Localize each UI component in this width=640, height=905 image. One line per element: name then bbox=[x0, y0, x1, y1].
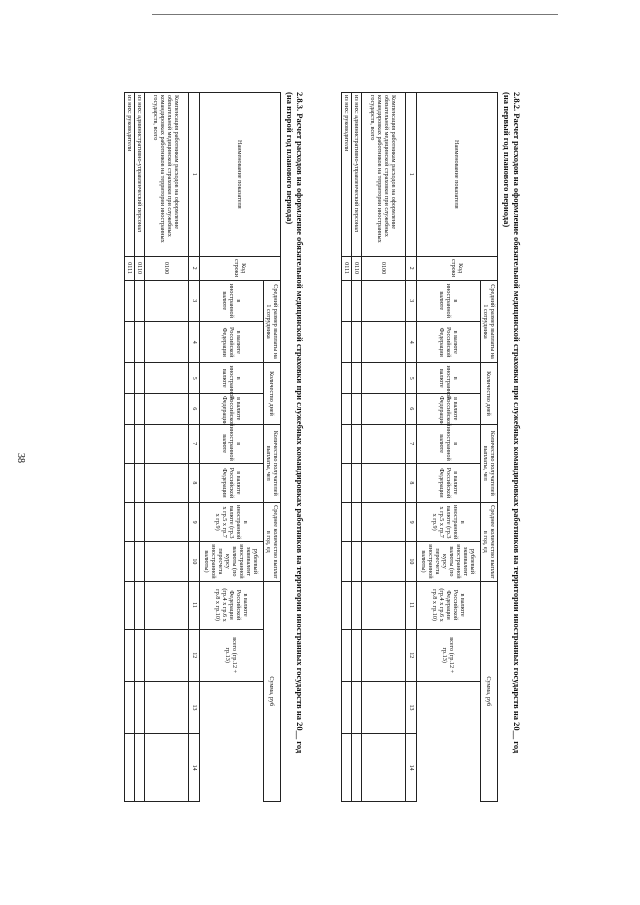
subheader-sum-foreign: в иностранной валюте (гр.3 x гр.5 x гр.7 x гр.9) bbox=[417, 503, 481, 542]
data-cell[interactable] bbox=[342, 503, 352, 542]
header-name: Наименование показателя bbox=[417, 93, 498, 257]
data-cell[interactable] bbox=[342, 393, 352, 424]
data-cell[interactable] bbox=[342, 424, 352, 463]
header-sum: Сумма, руб bbox=[264, 581, 281, 801]
data-cell[interactable] bbox=[125, 393, 135, 424]
data-cell[interactable] bbox=[135, 542, 145, 581]
data-cell[interactable] bbox=[352, 322, 362, 363]
row-name: из них: руководители bbox=[125, 93, 135, 257]
data-cell[interactable] bbox=[352, 681, 362, 733]
row-name: из них: руководители bbox=[342, 93, 352, 257]
row-code: 0110 bbox=[135, 256, 145, 280]
column-number: 10 bbox=[189, 542, 200, 581]
data-cell[interactable] bbox=[135, 393, 145, 424]
column-number: 11 bbox=[406, 581, 417, 629]
data-cell[interactable] bbox=[352, 542, 362, 581]
row-code: 0100 bbox=[145, 256, 189, 280]
data-cell[interactable] bbox=[352, 363, 362, 394]
data-cell[interactable] bbox=[135, 503, 145, 542]
data-cell[interactable] bbox=[362, 681, 406, 733]
data-cell[interactable] bbox=[145, 424, 189, 463]
subheader-foreign: в иностранной валюте bbox=[200, 280, 264, 321]
row-code: 0111 bbox=[125, 256, 135, 280]
column-number: 7 bbox=[189, 424, 200, 463]
data-cell[interactable] bbox=[135, 629, 145, 681]
subheader-total: всего (гр.12 + гр.13) bbox=[417, 629, 481, 681]
column-number: 2 bbox=[406, 256, 417, 280]
data-cell[interactable] bbox=[135, 681, 145, 733]
row-name: Компенсация работникам расходов на оформление обязательной медицинской страховки при служебных командировках работников на территории иностранных государств, всего bbox=[362, 93, 406, 257]
column-number: 12 bbox=[189, 629, 200, 681]
data-cell[interactable] bbox=[342, 734, 352, 802]
column-number: 14 bbox=[189, 734, 200, 802]
row-code: 0110 bbox=[352, 256, 362, 280]
data-cell[interactable] bbox=[135, 581, 145, 629]
data-cell[interactable] bbox=[342, 322, 352, 363]
calc-table bbox=[124, 92, 281, 802]
subheader-foreign: в иностранной валюте bbox=[417, 363, 481, 394]
section-subtitle: (на первый год планового периода) bbox=[502, 92, 512, 228]
subheader-foreign: в иностранной валюте bbox=[417, 280, 481, 321]
column-number: 1 bbox=[406, 93, 417, 257]
data-cell[interactable] bbox=[145, 734, 189, 802]
data-cell[interactable] bbox=[145, 542, 189, 581]
row-name: Компенсация работникам расходов на оформление обязательной медицинской страховки при служебных командировках работников на территории иностранных государств, всего bbox=[145, 93, 189, 257]
data-cell[interactable] bbox=[352, 629, 362, 681]
column-number: 4 bbox=[189, 322, 200, 363]
header-avg-count: Среднее количество выплат в год, ед bbox=[481, 503, 498, 582]
data-cell[interactable] bbox=[342, 542, 352, 581]
data-cell[interactable] bbox=[135, 734, 145, 802]
column-number: 7 bbox=[406, 424, 417, 463]
header-avg-payout: Средний размер выплаты на 1 сотрудника bbox=[264, 280, 281, 363]
subheader-sum-foreign: в иностранной валюте (гр.3 x гр.5 x гр.7 x гр.9) bbox=[200, 503, 264, 542]
header-avg-payout: Средний размер выплаты на 1 сотрудника bbox=[481, 280, 498, 363]
column-number: 6 bbox=[406, 393, 417, 424]
data-cell[interactable] bbox=[362, 629, 406, 681]
data-cell[interactable] bbox=[342, 629, 352, 681]
data-cell[interactable] bbox=[362, 581, 406, 629]
data-cell[interactable] bbox=[342, 581, 352, 629]
data-cell[interactable] bbox=[145, 681, 189, 733]
data-cell[interactable] bbox=[145, 280, 189, 321]
header-days: Количество дней bbox=[264, 363, 281, 424]
data-cell[interactable] bbox=[145, 629, 189, 681]
row-name: из них: административно-управленческий персонал bbox=[352, 93, 362, 257]
subheader-rub: в валюте Российской Федерации bbox=[417, 322, 481, 363]
data-cell[interactable] bbox=[125, 280, 135, 321]
data-cell[interactable] bbox=[145, 503, 189, 542]
column-number: 13 bbox=[189, 681, 200, 733]
header-code: Код строки bbox=[200, 256, 281, 280]
data-cell[interactable] bbox=[352, 280, 362, 321]
column-number: 11 bbox=[189, 581, 200, 629]
subheader-foreign: в иностранной валюте bbox=[200, 424, 264, 463]
column-number: 10 bbox=[406, 542, 417, 581]
header-recipients: Количество получателей выплаты, чел bbox=[481, 424, 498, 503]
column-number: 12 bbox=[406, 629, 417, 681]
data-cell[interactable] bbox=[362, 393, 406, 424]
column-number: 8 bbox=[406, 463, 417, 502]
column-number: 5 bbox=[406, 363, 417, 394]
subheader-foreign: в иностранной валюте bbox=[417, 424, 481, 463]
data-cell[interactable] bbox=[362, 280, 406, 321]
header-name: Наименование показателя bbox=[200, 93, 281, 257]
row-name: из них: административно-управленческий персонал bbox=[135, 93, 145, 257]
header-recipients: Количество получателей выплаты, чел bbox=[264, 424, 281, 503]
data-cell[interactable] bbox=[145, 581, 189, 629]
row-code: 0111 bbox=[342, 256, 352, 280]
subheader-rub: в валюте Российской Федерации bbox=[417, 463, 481, 502]
subheader-rub: в валюте Российской Федерации bbox=[417, 393, 481, 424]
data-cell[interactable] bbox=[125, 734, 135, 802]
data-cell[interactable] bbox=[125, 542, 135, 581]
section-heading: 2.8.2. Расчет расходов на оформление обязательной медицинской страховки при служебных командировках работников на территории иностранных государств на 20__ год bbox=[512, 92, 522, 754]
column-number: 6 bbox=[189, 393, 200, 424]
data-cell[interactable] bbox=[342, 681, 352, 733]
column-number: 3 bbox=[189, 280, 200, 321]
data-cell[interactable] bbox=[362, 503, 406, 542]
subheader-rub: в валюте Российской Федерации bbox=[200, 322, 264, 363]
column-number: 4 bbox=[406, 322, 417, 363]
subheader-rub: в валюте Российской Федерации bbox=[200, 393, 264, 424]
data-cell[interactable] bbox=[135, 280, 145, 321]
column-number: 9 bbox=[189, 503, 200, 542]
data-cell[interactable] bbox=[342, 463, 352, 502]
subheader-sum-rub: в валюте Российской Федерации (гр.4 x гр.6 x гр.8 x гр.10) bbox=[200, 581, 264, 629]
column-number: 1 bbox=[189, 93, 200, 257]
section-heading: 2.8.3. Расчет расходов на оформление обязательной медицинской страховки при служебных командировках работников на территории иностранных государств на 20__ год bbox=[295, 92, 305, 754]
section-title bbox=[502, 92, 522, 753]
data-cell[interactable] bbox=[352, 424, 362, 463]
data-cell[interactable] bbox=[125, 424, 135, 463]
data-cell[interactable] bbox=[352, 734, 362, 802]
data-cell[interactable] bbox=[352, 393, 362, 424]
data-cell[interactable] bbox=[125, 363, 135, 394]
data-cell[interactable] bbox=[362, 463, 406, 502]
column-number: 2 bbox=[189, 256, 200, 280]
data-cell[interactable] bbox=[125, 463, 135, 502]
data-cell[interactable] bbox=[125, 629, 135, 681]
data-cell[interactable] bbox=[135, 322, 145, 363]
data-cell[interactable] bbox=[362, 424, 406, 463]
data-cell[interactable] bbox=[135, 424, 145, 463]
data-cell[interactable] bbox=[135, 363, 145, 394]
header-sum: Сумма, руб bbox=[481, 581, 498, 801]
data-cell[interactable] bbox=[352, 581, 362, 629]
page-number: 38 bbox=[15, 453, 26, 463]
data-cell[interactable] bbox=[342, 363, 352, 394]
data-cell[interactable] bbox=[362, 542, 406, 581]
column-number: 14 bbox=[406, 734, 417, 802]
header-days: Количество дней bbox=[481, 363, 498, 424]
header-avg-count: Среднее количество выплат в год, ед bbox=[264, 503, 281, 582]
subheader-rub-equiv: рублевый эквивалент иностранной валюты (по курсу пересчета иностранной валюты) bbox=[417, 542, 481, 581]
data-cell[interactable] bbox=[145, 463, 189, 502]
subheader-rub: в валюте Российской Федерации bbox=[200, 463, 264, 502]
data-cell[interactable] bbox=[145, 393, 189, 424]
row-code: 0100 bbox=[362, 256, 406, 280]
data-cell[interactable] bbox=[135, 463, 145, 502]
calc-table bbox=[341, 92, 498, 802]
subheader-total: всего (гр.12 + гр.13) bbox=[200, 629, 264, 681]
column-number: 5 bbox=[189, 363, 200, 394]
data-cell[interactable] bbox=[125, 503, 135, 542]
data-cell[interactable] bbox=[362, 322, 406, 363]
data-cell[interactable] bbox=[125, 581, 135, 629]
subheader-rub-equiv: рублевый эквивалент иностранной валюты (по курсу пересчета иностранной валюты) bbox=[200, 542, 264, 581]
data-cell[interactable] bbox=[145, 363, 189, 394]
section-title bbox=[285, 92, 305, 753]
data-cell[interactable] bbox=[125, 322, 135, 363]
data-cell[interactable] bbox=[342, 280, 352, 321]
data-cell[interactable] bbox=[125, 681, 135, 733]
section-subtitle: (на второй год планового периода) bbox=[285, 92, 295, 225]
data-cell[interactable] bbox=[362, 734, 406, 802]
data-cell[interactable] bbox=[145, 322, 189, 363]
subheader-foreign: в иностранной валюте bbox=[200, 363, 264, 394]
column-number: 3 bbox=[406, 280, 417, 321]
column-number: 8 bbox=[189, 463, 200, 502]
column-number: 13 bbox=[406, 681, 417, 733]
data-cell[interactable] bbox=[352, 463, 362, 502]
header-code: Код строки bbox=[417, 256, 498, 280]
data-cell[interactable] bbox=[352, 503, 362, 542]
data-cell[interactable] bbox=[362, 363, 406, 394]
column-number: 9 bbox=[406, 503, 417, 542]
subheader-sum-rub: в валюте Российской Федерации (гр.4 x гр.6 x гр.8 x гр.10) bbox=[417, 581, 481, 629]
